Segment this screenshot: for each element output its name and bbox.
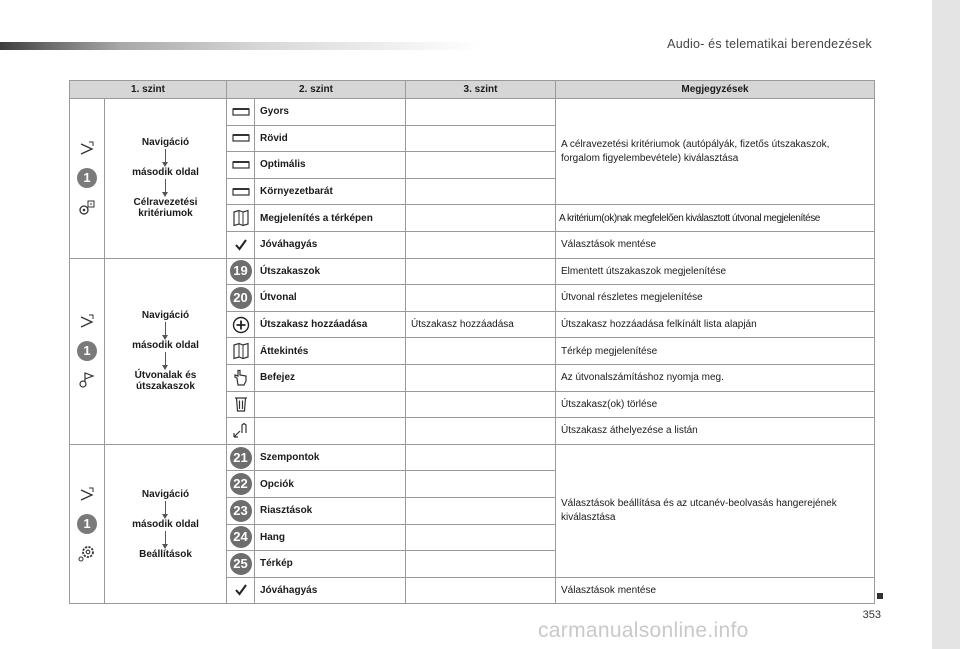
level2-cell: Megjelenítés a térképen	[255, 205, 406, 232]
table-row	[70, 444, 875, 471]
row-icon-cell	[227, 551, 255, 578]
page-corner-mark	[877, 593, 883, 599]
down-arrow-icon	[165, 352, 166, 366]
row-icon-cell	[227, 524, 255, 551]
hand-icon	[231, 369, 251, 387]
level2-cell: Rövid	[255, 125, 406, 152]
row-icon-cell	[227, 338, 255, 365]
check-icon	[231, 581, 251, 599]
nav-path-cell	[105, 99, 227, 259]
navigation-icon	[77, 486, 97, 504]
down-arrow-icon	[165, 149, 166, 163]
nav-path-cell	[105, 258, 227, 444]
nav-step: második oldal	[132, 167, 199, 179]
level1-badge: 1	[77, 168, 97, 188]
number-badge: 20	[230, 287, 252, 309]
note-cell: Az útvonalszámításhoz nyomja meg.	[556, 364, 875, 391]
note-cell: Térkép megjelenítése	[556, 338, 875, 365]
route-icon	[231, 156, 251, 174]
group-icons-cell	[70, 258, 105, 444]
route-icon	[231, 103, 251, 121]
table-row	[70, 258, 875, 285]
map-icon	[231, 342, 251, 360]
number-badge: 24	[230, 526, 252, 548]
level1-badge: 1	[77, 341, 97, 361]
nav-step: Beállítások	[139, 548, 192, 560]
row-icon-cell	[227, 471, 255, 498]
waypoint-flag-icon	[77, 371, 97, 389]
down-arrow-icon	[165, 531, 166, 545]
note-cell: Útszakasz(ok) törlése	[556, 391, 875, 418]
nav-step: Navigáció	[141, 310, 190, 322]
row-icon-cell	[227, 99, 255, 126]
note-cell: Választások mentése	[556, 231, 875, 258]
table-header-row	[70, 81, 875, 99]
level2-cell: Útszakasz hozzáadása	[255, 311, 406, 338]
move-icon	[231, 422, 251, 440]
note-cell: A célravezetési kritériumok (autópályák, fizetős útszakaszok, forgalom figyelembevétele) kiválasztása	[556, 99, 875, 205]
level2-cell: Befejez	[255, 364, 406, 391]
row-icon-cell	[227, 178, 255, 205]
level2-cell: Optimális	[255, 152, 406, 179]
note-cell: Elmentett útszakaszok megjelenítése	[556, 258, 875, 285]
navigation-icon	[77, 140, 97, 158]
level2-cell	[255, 391, 406, 418]
level2-cell: Riasztások	[255, 497, 406, 524]
row-icon-cell	[227, 311, 255, 338]
level3-cell: Útszakasz hozzáadása	[406, 311, 556, 338]
side-band	[932, 0, 960, 649]
group-icons-cell	[70, 444, 105, 604]
level2-cell: Környezetbarát	[255, 178, 406, 205]
level2-cell: Térkép	[255, 551, 406, 578]
settings-gear-icon	[77, 544, 97, 562]
level3-cell	[406, 551, 556, 578]
nav-step: Navigáció	[141, 137, 190, 149]
level2-cell: Áttekintés	[255, 338, 406, 365]
note-cell: Útszakasz áthelyezése a listán	[556, 418, 875, 445]
level3-cell	[406, 285, 556, 312]
plus-icon	[231, 316, 251, 334]
level3-cell	[406, 99, 556, 126]
level2-cell: Szempontok	[255, 444, 406, 471]
level3-cell	[406, 178, 556, 205]
level3-cell	[406, 152, 556, 179]
down-arrow-icon	[165, 179, 166, 193]
level3-cell	[406, 471, 556, 498]
menu-levels-table	[69, 80, 875, 604]
column-header-level1: 1. szint	[70, 81, 227, 99]
group-icons-cell	[70, 99, 105, 259]
note-cell: Útszakasz hozzáadása felkínált lista alapján	[556, 311, 875, 338]
level3-cell	[406, 205, 556, 232]
route-icon	[231, 129, 251, 147]
level3-cell	[406, 497, 556, 524]
nav-step: Navigáció	[141, 488, 190, 500]
number-badge: 22	[230, 473, 252, 495]
level2-cell: Jóváhagyás	[255, 577, 406, 604]
nav-path-cell	[105, 444, 227, 604]
level3-cell	[406, 524, 556, 551]
row-icon-cell	[227, 418, 255, 445]
level3-cell	[406, 338, 556, 365]
nav-step: Célravezetési kritériumok	[133, 197, 198, 220]
check-icon	[231, 236, 251, 254]
row-icon-cell	[227, 258, 255, 285]
number-badge: 25	[230, 553, 252, 575]
page-number: 353	[862, 609, 881, 621]
level2-cell	[255, 418, 406, 445]
row-icon-cell	[227, 205, 255, 232]
row-icon-cell	[227, 577, 255, 604]
note-cell: Választások mentése	[556, 577, 875, 604]
column-header-level2: 2. szint	[227, 81, 406, 99]
page-header-title: Audio- és telematikai berendezések	[667, 37, 872, 51]
down-arrow-icon	[165, 501, 166, 515]
row-icon-cell	[227, 497, 255, 524]
header-gradient-bar	[0, 42, 480, 50]
note-cell: Választások beállítása és az utcanév-beolvasás hangerejének kiválasztása	[556, 444, 875, 577]
column-header-notes: Megjegyzések	[556, 81, 875, 99]
number-badge: 19	[230, 260, 252, 282]
row-icon-cell	[227, 285, 255, 312]
level2-cell: Útszakaszok	[255, 258, 406, 285]
route-icon	[231, 183, 251, 201]
nav-step: Útvonalak és útszakaszok	[134, 370, 197, 393]
nav-step: második oldal	[132, 340, 199, 352]
level2-cell: Opciók	[255, 471, 406, 498]
route-settings-icon	[77, 198, 97, 216]
note-cell: Útvonal részletes megjelenítése	[556, 285, 875, 312]
row-icon-cell	[227, 364, 255, 391]
row-icon-cell	[227, 231, 255, 258]
level2-cell: Hang	[255, 524, 406, 551]
row-icon-cell	[227, 391, 255, 418]
row-icon-cell	[227, 152, 255, 179]
level3-cell	[406, 364, 556, 391]
map-icon	[231, 209, 251, 227]
watermark: carmanualsonline.info	[538, 619, 749, 642]
column-header-level3: 3. szint	[406, 81, 556, 99]
note-cell: A kritérium(ok)nak megfelelően kiválasztott útvonal megjelenítése	[556, 205, 875, 232]
nav-step: második oldal	[132, 518, 199, 530]
level2-cell: Útvonal	[255, 285, 406, 312]
level2-cell: Gyors	[255, 99, 406, 126]
row-icon-cell	[227, 444, 255, 471]
level3-cell	[406, 444, 556, 471]
level3-cell	[406, 577, 556, 604]
level3-cell	[406, 231, 556, 258]
down-arrow-icon	[165, 322, 166, 336]
row-icon-cell	[227, 125, 255, 152]
table-row	[70, 99, 875, 126]
trash-icon	[231, 395, 251, 413]
level3-cell	[406, 418, 556, 445]
level3-cell	[406, 391, 556, 418]
level2-cell: Jóváhagyás	[255, 231, 406, 258]
level1-badge: 1	[77, 514, 97, 534]
level3-cell	[406, 258, 556, 285]
navigation-icon	[77, 313, 97, 331]
number-badge: 23	[230, 500, 252, 522]
level3-cell	[406, 125, 556, 152]
number-badge: 21	[230, 447, 252, 469]
